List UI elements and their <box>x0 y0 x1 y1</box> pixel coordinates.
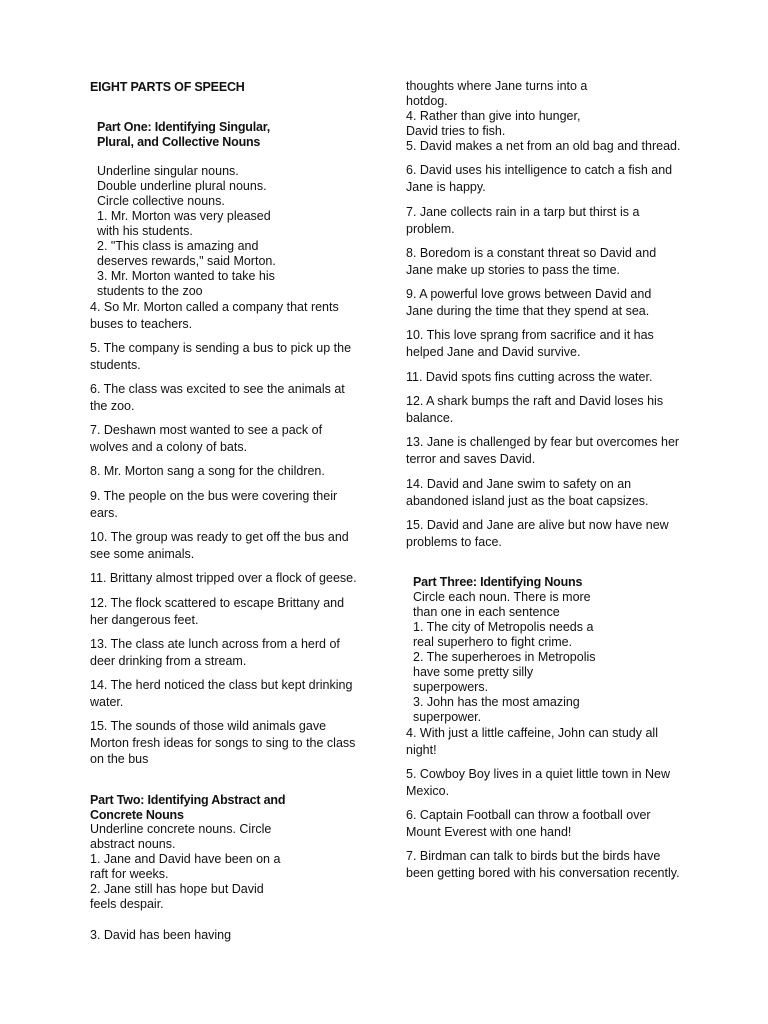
list-item-line: Jane during the time that they spend at sea. <box>406 303 650 318</box>
list-item: 3. Mr. Morton wanted to take his <box>97 269 275 283</box>
list-item-line: 7. Birdman can talk to birds but the birds have <box>406 849 661 863</box>
list-item-line: David tries to fish. <box>406 124 506 138</box>
list-item: real superhero to fight crime. <box>413 635 573 649</box>
list-item-line: 7. Deshawn most wanted to see a pack of <box>90 423 323 437</box>
part-two-item-15 <box>406 517 669 550</box>
list-item-line: Jane make up stories to pass the time. <box>406 262 620 277</box>
list-item: superpowers. <box>413 680 489 694</box>
list-item-line: 9. A powerful love grows between David and <box>406 287 652 301</box>
list-item-line: ears. <box>90 505 118 520</box>
part-one-item-15 <box>90 718 355 768</box>
list-item-line: problem. <box>406 221 455 236</box>
part-three-item-6 <box>406 807 651 840</box>
list-item-line: 6. Captain Football can throw a football over <box>406 808 651 822</box>
list-item-line: Morton fresh ideas for songs to sing to the class <box>90 735 356 750</box>
list-item-line: 14. David and Jane swim to safety on an <box>406 477 632 491</box>
list-item-line: 5. The company is sending a bus to pick up the <box>90 341 352 355</box>
part-two-item-6 <box>406 162 672 195</box>
part-two-item-9 <box>406 286 651 319</box>
list-item-line: 10. The group was ready to get off the bus and <box>90 530 349 544</box>
list-item-line: problems to face. <box>406 534 502 549</box>
list-item-line: 11. Brittany almost tripped over a flock of geese. <box>90 571 357 585</box>
list-item: 1. Jane and David have been on a <box>90 852 281 866</box>
part-two-continuation <box>406 79 680 154</box>
list-item-line: students. <box>90 357 141 372</box>
list-item-line: deer drinking from a stream. <box>90 653 247 668</box>
instruction-line: abstract nouns. <box>90 837 176 851</box>
list-item: 1. Mr. Morton was very pleased <box>97 209 271 223</box>
list-item: 2. Jane still has hope but David <box>90 882 264 896</box>
list-item-line: 8. Mr. Morton sang a song for the children. <box>90 464 325 478</box>
instruction-line: Circle collective nouns. <box>97 194 225 208</box>
part-two-item-7 <box>406 204 639 237</box>
part-one-heading-line: Plural, and Collective Nouns <box>97 135 261 149</box>
list-item-line: 5. Cowboy Boy lives in a quiet little town in New <box>406 767 671 781</box>
part-three-intro <box>406 590 596 725</box>
list-item-line: 12. The flock scattered to escape Brittany and <box>90 596 345 610</box>
list-item-line: on the bus <box>90 752 149 766</box>
part-one-item-4 <box>90 299 339 332</box>
list-item: feels despair. <box>90 897 164 911</box>
part-three-item-5 <box>406 766 670 799</box>
part-one-instructions <box>90 164 276 299</box>
part-two-item-14 <box>406 476 649 509</box>
part-one-item-14 <box>90 677 352 710</box>
list-item-line: balance. <box>406 410 454 425</box>
list-item: have some pretty silly <box>413 665 534 679</box>
list-item: raft for weeks. <box>90 867 169 881</box>
part-three-heading-line: Part Three: Identifying Nouns <box>413 575 583 589</box>
instruction-line: than one in each sentence <box>413 605 560 619</box>
list-item: 3. John has the most amazing <box>413 695 580 709</box>
list-item: 2. The superheroes in Metropolis <box>413 650 596 664</box>
part-one-item-8 <box>90 463 325 480</box>
part-one-item-9 <box>90 488 337 521</box>
list-item-line: thoughts where Jane turns into a <box>406 79 588 93</box>
list-item-line: the zoo. <box>90 398 135 413</box>
part-two-intro <box>90 822 280 912</box>
list-item: 1. The city of Metropolis needs a <box>413 620 594 634</box>
list-item-line: 13. The class ate lunch across from a herd of <box>90 637 340 651</box>
list-item-line: been getting bored with his conversation recently. <box>406 865 680 880</box>
list-item-line: water. <box>90 694 124 709</box>
part-one-item-12 <box>90 595 344 628</box>
part-one-item-10 <box>90 529 349 562</box>
list-item-line: abandoned island just as the boat capsizes. <box>406 493 649 508</box>
list-item: 2. "This class is amazing and <box>97 239 259 253</box>
list-item-line: 6. The class was excited to see the animals at <box>90 382 345 396</box>
list-item-line: 4. With just a little caffeine, John can study all <box>406 726 658 740</box>
part-three-item-7 <box>406 848 680 881</box>
list-item-line: 9. The people on the bus were covering their <box>90 489 338 503</box>
page-title: EIGHT PARTS OF SPEECH <box>90 80 245 94</box>
list-item-line: 15. The sounds of those wild animals gave <box>90 719 327 733</box>
part-two-heading-line: Concrete Nouns <box>90 808 184 822</box>
part-one-item-7 <box>90 422 322 455</box>
list-item-line: Mount Everest with one hand! <box>406 824 572 839</box>
instruction-line: Double underline plural nouns. <box>97 179 267 193</box>
list-item-line: hotdog. <box>406 94 448 108</box>
list-item-line: Mexico. <box>406 783 450 798</box>
part-two-item-12 <box>406 393 663 426</box>
list-item-line: wolves and a colony of bats. <box>90 439 248 454</box>
part-two-item-13 <box>406 434 679 467</box>
part-two-item-11 <box>406 369 652 386</box>
instruction-line: Underline singular nouns. <box>97 164 239 178</box>
list-item-line: 13. Jane is challenged by fear but overcomes her <box>406 435 680 449</box>
list-item-line: 11. David spots fins cutting across the water. <box>406 370 653 384</box>
part-two-item-8 <box>406 245 656 278</box>
part-three-heading <box>406 575 582 590</box>
list-item: superpower. <box>413 710 482 724</box>
list-item: with his students. <box>97 224 193 238</box>
list-item-line: 14. The herd noticed the class but kept drinking <box>90 678 353 692</box>
part-one-item-6 <box>90 381 345 414</box>
part-one-heading <box>90 120 270 150</box>
list-item-line: 7. Jane collects rain in a tarp but thirst is a <box>406 205 640 219</box>
list-item: deserves rewards," said Morton. <box>97 254 276 268</box>
part-two-heading <box>90 793 285 823</box>
part-two-item-10 <box>406 327 654 360</box>
list-item-line: 4. Rather than give into hunger, <box>406 109 581 123</box>
list-item-line: buses to teachers. <box>90 316 193 331</box>
list-item-line: 5. David makes a net from an old bag and thread. <box>406 139 681 153</box>
list-item-line: Jane is happy. <box>406 179 486 194</box>
list-item-line: 6. David uses his intelligence to catch a fish and <box>406 163 673 177</box>
list-item-line: 8. Boredom is a constant threat so David and <box>406 246 657 260</box>
list-item: students to the zoo <box>97 284 203 298</box>
part-one-item-11 <box>90 570 357 587</box>
list-item: 3. David has been having <box>90 928 232 942</box>
list-item-line: see some animals. <box>90 546 195 561</box>
part-two-item-3-start <box>90 928 231 943</box>
part-one-item-5 <box>90 340 351 373</box>
part-one-item-13 <box>90 636 340 669</box>
list-item-line: 10. This love sprang from sacrifice and it has <box>406 328 654 342</box>
instruction-line: Underline concrete nouns. Circle <box>90 822 272 836</box>
list-item-line: helped Jane and David survive. <box>406 344 581 359</box>
list-item-line: terror and saves David. <box>406 451 536 466</box>
list-item-line: 4. So Mr. Morton called a company that rents <box>90 300 339 314</box>
list-item-line: 15. David and Jane are alive but now have new <box>406 518 669 532</box>
part-one-heading-line: Part One: Identifying Singular, <box>97 120 270 134</box>
instruction-line: Circle each noun. There is more <box>413 590 591 604</box>
part-three-item-4 <box>406 725 658 758</box>
list-item-line: night! <box>406 742 437 757</box>
list-item-line: her dangerous feet. <box>90 612 199 627</box>
part-two-heading-line: Part Two: Identifying Abstract and <box>90 793 286 807</box>
list-item-line: 12. A shark bumps the raft and David loses his <box>406 394 664 408</box>
